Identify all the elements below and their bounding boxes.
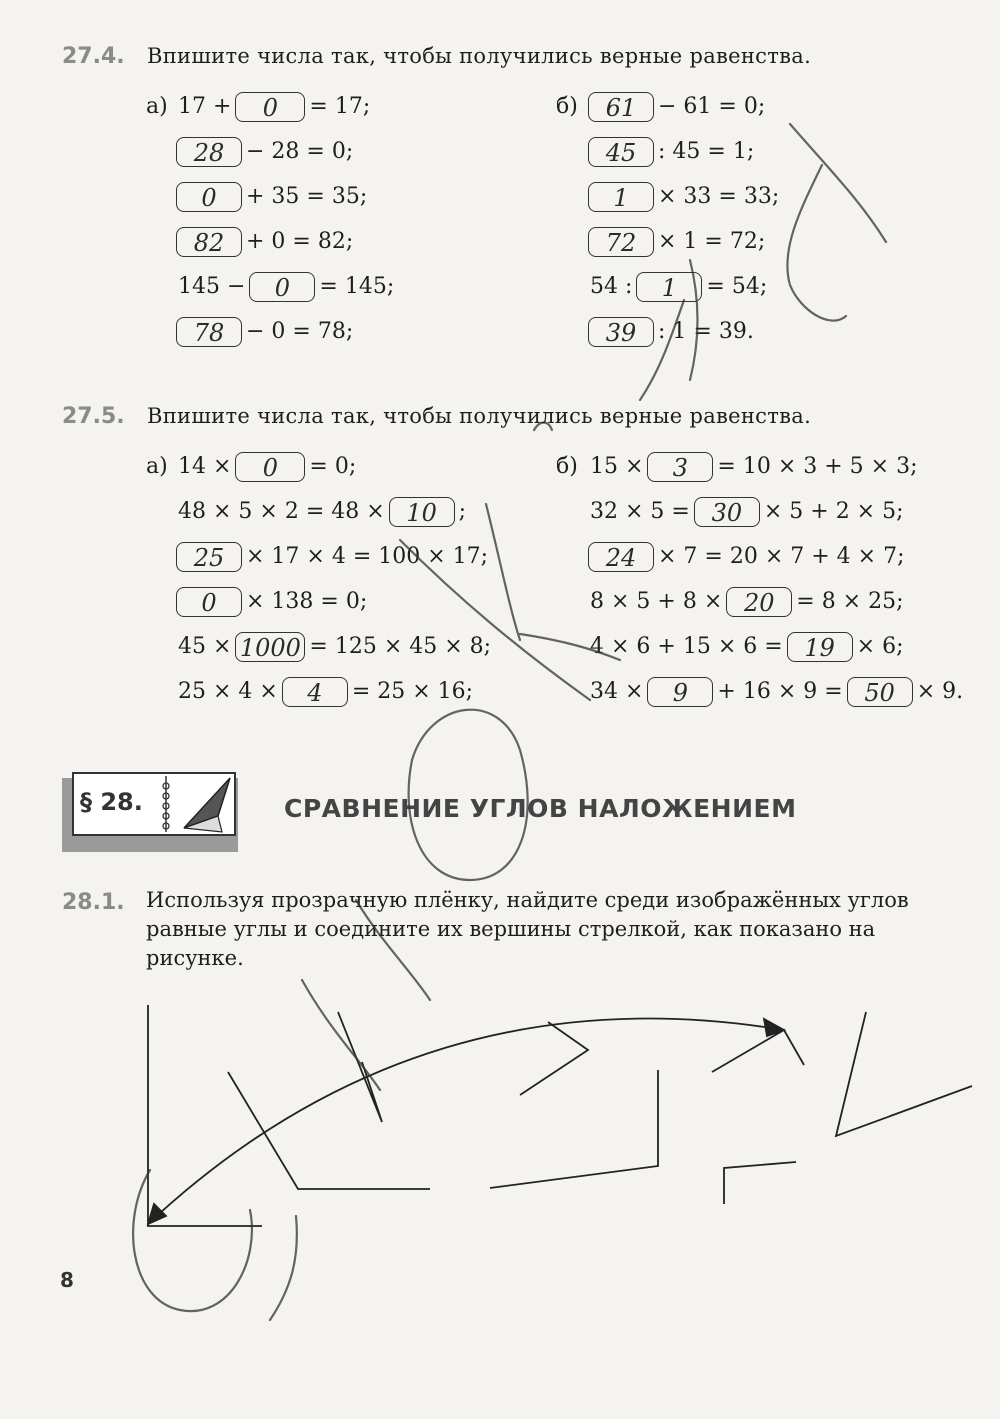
equation-left: 34 × <box>590 679 644 704</box>
equation-left: 145 − <box>178 274 246 299</box>
answer-box[interactable]: 24 <box>588 542 654 572</box>
answer-box[interactable]: 72 <box>588 227 654 257</box>
angle-2 <box>228 1072 430 1189</box>
answer-box[interactable]: 10 <box>389 497 455 527</box>
answer-box[interactable]: 82 <box>176 227 242 257</box>
section-number: § 28. <box>80 788 143 816</box>
angle-4 <box>490 1070 658 1188</box>
equation-right: × 17 × 4 = 100 × 17; <box>246 544 489 569</box>
answer-box[interactable]: 0 <box>235 452 305 482</box>
section-title: СРАВНЕНИЕ УГЛОВ НАЛОЖЕНИЕМ <box>284 794 797 823</box>
equation-right: = 17; <box>309 94 371 119</box>
exercise-text: Используя прозрачную плёнку, найдите среди изображённых углов равные углы и соедините их вершины стрелкой, как показано на рисунке. <box>146 888 909 970</box>
answer-box[interactable]: 1 <box>636 272 702 302</box>
angle-7 <box>724 1162 796 1204</box>
pencil-stroke <box>640 300 684 400</box>
equation-right: = 125 × 45 × 8; <box>309 634 492 659</box>
equation-right: : 1 = 39. <box>658 319 754 344</box>
equation-right: = 0; <box>309 454 357 479</box>
equation-left: 48 × 5 × 2 = 48 × <box>178 499 385 524</box>
answer-box[interactable]: 4 <box>282 677 348 707</box>
equation-left: 54 : <box>590 274 633 299</box>
printed-angles <box>148 1005 972 1226</box>
pencil-stroke <box>486 504 520 640</box>
equation-left: 45 × <box>178 634 232 659</box>
equation-left: 32 × 5 = <box>590 499 690 524</box>
angle-1 <box>148 1005 262 1226</box>
answer-box[interactable]: 0 <box>235 92 305 122</box>
equation-right: = 145; <box>319 274 395 299</box>
equation-left: 14 × <box>178 454 232 479</box>
equation-right: × 33 = 33; <box>658 184 780 209</box>
equation-left: 8 × 5 + 8 × <box>590 589 723 614</box>
equation-right: × 7 = 20 × 7 + 4 × 7; <box>658 544 905 569</box>
answer-box[interactable]: 9 <box>647 677 713 707</box>
answer-box[interactable]: 61 <box>588 92 654 122</box>
pencil-stroke <box>409 710 528 880</box>
pencil-stroke <box>690 260 698 380</box>
equation-left: 15 × <box>590 454 644 479</box>
equation-right: × 9. <box>916 679 964 704</box>
equation-right: − 28 = 0; <box>246 139 354 164</box>
answer-box[interactable]: 45 <box>588 137 654 167</box>
pencil-stroke <box>270 1216 297 1320</box>
answer-box[interactable]: 0 <box>176 182 242 212</box>
equation-right: = 10 × 3 + 5 × 3; <box>717 454 918 479</box>
angle-8 <box>836 1012 972 1136</box>
equation-right: ; <box>458 499 467 524</box>
answer-box[interactable]: 19 <box>787 632 853 662</box>
pencil-scribbles <box>133 124 886 1320</box>
answer-box[interactable]: 28 <box>176 137 242 167</box>
pencil-stroke <box>302 980 380 1090</box>
pencil-stroke <box>400 540 590 700</box>
equation-left: 17 + <box>178 94 232 119</box>
equation-right: = 25 × 16; <box>351 679 474 704</box>
answer-box[interactable]: 1 <box>588 182 654 212</box>
exercise-title: Впишите числа так, чтобы получились верные равенства. <box>147 404 812 428</box>
pencil-stroke <box>787 165 846 321</box>
pencil-stroke <box>520 634 620 660</box>
pencil-stroke <box>356 900 430 1000</box>
column-a-label: а) <box>146 94 168 119</box>
equation-right: : 45 = 1; <box>658 139 755 164</box>
answer-box[interactable]: 30 <box>694 497 760 527</box>
answer-box[interactable]: 0 <box>176 587 242 617</box>
arrow-head-left <box>148 1204 166 1224</box>
equation-right: = 8 × 25; <box>796 589 904 614</box>
equation-right: = 54; <box>706 274 768 299</box>
column-b-label: б) <box>556 94 578 119</box>
angle-5 <box>520 1022 588 1095</box>
exercise-title: Впишите числа так, чтобы получились верные равенства. <box>147 44 812 68</box>
exercise-number: 27.4. <box>62 44 125 69</box>
pencil-stroke <box>133 1170 252 1311</box>
connection-arrow <box>148 1019 784 1224</box>
equation-right: × 6; <box>856 634 904 659</box>
answer-box[interactable]: 3 <box>647 452 713 482</box>
answer-box[interactable]: 39 <box>588 317 654 347</box>
equation-right: × 5 + 2 × 5; <box>763 499 904 524</box>
equation-right: + 0 = 82; <box>246 229 354 254</box>
equation-right: − 61 = 0; <box>658 94 766 119</box>
pencil-stroke <box>534 423 552 431</box>
answer-box[interactable]: 25 <box>176 542 242 572</box>
equation-right: × 1 = 72; <box>658 229 766 254</box>
equation-right: + 35 = 35; <box>246 184 368 209</box>
exercise-number: 28.1. <box>62 890 125 915</box>
pencil-stroke <box>790 124 886 242</box>
angle-3 <box>338 1012 382 1122</box>
equation-right: − 0 = 78; <box>246 319 354 344</box>
angle-6 <box>712 1030 804 1072</box>
page-number: 8 <box>60 1268 74 1292</box>
column-a-label: а) <box>146 454 168 479</box>
answer-box[interactable]: 1000 <box>235 632 305 662</box>
column-b-label: б) <box>556 454 578 479</box>
arrow-head-right <box>764 1019 784 1036</box>
answer-box[interactable]: 0 <box>249 272 315 302</box>
answer-box[interactable]: 20 <box>726 587 792 617</box>
equation-left: 25 × 4 × <box>178 679 278 704</box>
equation-right: + 16 × 9 = <box>717 679 843 704</box>
answer-box[interactable]: 78 <box>176 317 242 347</box>
exercise-number: 27.5. <box>62 404 125 429</box>
answer-box[interactable]: 50 <box>847 677 913 707</box>
equation-right: × 138 = 0; <box>246 589 368 614</box>
equation-left: 4 × 6 + 15 × 6 = <box>590 634 783 659</box>
